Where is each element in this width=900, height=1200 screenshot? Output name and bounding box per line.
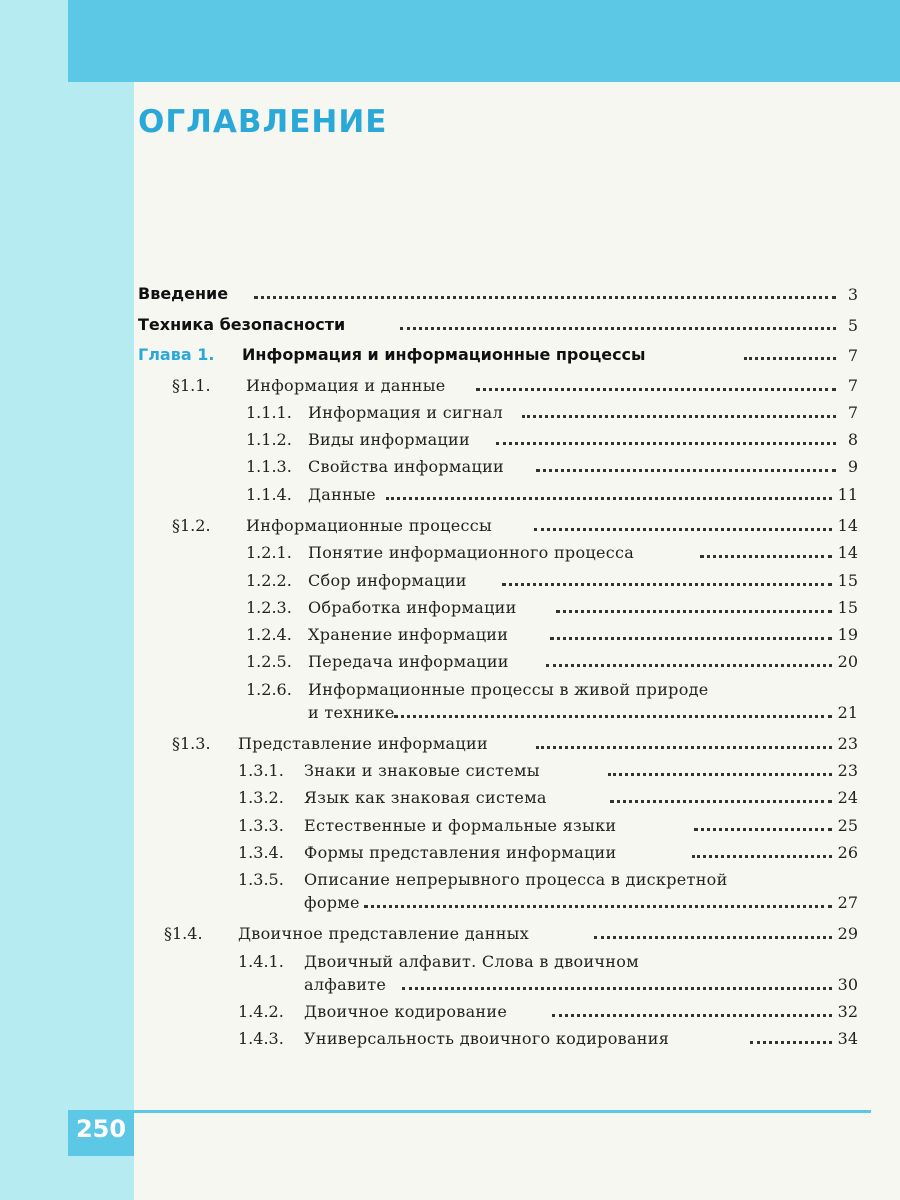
toc-entry-1-2-6[interactable] [138, 676, 858, 726]
toc-entry-title: Двоичное кодирование [304, 1001, 508, 1021]
dot-leader [594, 936, 832, 939]
toc-page-number: 5 [847, 315, 858, 335]
toc-entry-1-2-3[interactable] [138, 594, 858, 621]
page-number: 250 [75, 1115, 127, 1143]
subsection-number: 1.2.1. [246, 543, 292, 563]
dot-leader [400, 327, 836, 330]
toc-page-number: 14 [837, 515, 858, 535]
toc-entry-section-1-4[interactable] [138, 920, 858, 947]
toc-entry-title: Понятие информационного процесса [308, 543, 635, 563]
chapter-label: Глава 1. [138, 345, 215, 364]
dot-leader [552, 1014, 832, 1017]
dot-leader [394, 715, 832, 718]
toc-entry-title: Хранение информации [308, 625, 509, 645]
dot-leader [692, 855, 832, 858]
toc-page-number: 7 [847, 402, 858, 422]
toc-page-number: 24 [837, 788, 858, 808]
subsection-number: 1.4.2. [238, 1001, 284, 1021]
dot-leader [522, 415, 836, 418]
toc-entry-1-3-1[interactable] [138, 757, 858, 784]
dot-leader [502, 583, 832, 586]
toc-entry-section-1-1[interactable] [138, 372, 858, 399]
toc-entry-1-3-4[interactable] [138, 839, 858, 866]
toc-entry-title: Информация и данные [246, 375, 446, 395]
toc-page-number: 23 [837, 761, 858, 781]
left-margin-band [0, 0, 68, 1200]
section-number: §1.4. [164, 924, 203, 944]
subsection-number: 1.3.4. [238, 842, 284, 862]
toc-page-number: 23 [837, 733, 858, 753]
dot-leader [402, 987, 832, 990]
toc-entry-safety[interactable] [138, 311, 858, 342]
toc-entry-title: Данные [308, 484, 376, 504]
footer-divider [68, 1110, 871, 1113]
dot-leader [386, 497, 832, 500]
dot-leader [610, 800, 832, 803]
subsection-number: 1.3.3. [238, 815, 284, 835]
toc-entry-title-line-1: Описание непрерывного процесса в дискретной [304, 870, 728, 890]
toc-entry-section-1-3[interactable] [138, 730, 858, 757]
subsection-number: 1.2.5. [246, 652, 292, 672]
toc-entry-1-3-2[interactable] [138, 784, 858, 811]
subsection-number: 1.3.2. [238, 788, 284, 808]
subsection-number: 1.4.3. [238, 1028, 284, 1048]
toc-entry-title: Язык как знаковая система [304, 788, 547, 808]
toc-page-number: 19 [837, 625, 858, 645]
dot-leader [364, 905, 832, 908]
toc-entry-title: Введение [138, 284, 229, 303]
dot-leader [536, 746, 832, 749]
toc-entry-title-line-1: Информационные процессы в живой природе [308, 679, 709, 699]
toc-page-number: 25 [837, 815, 858, 835]
toc-entry-title-line-2: алфавите [304, 974, 387, 994]
toc-page-number: 30 [837, 974, 858, 994]
toc-page-number: 11 [837, 484, 858, 504]
dot-leader [546, 664, 832, 667]
toc-page-number: 7 [847, 346, 858, 365]
dot-leader [700, 555, 832, 558]
dot-leader [534, 528, 832, 531]
toc-entry-title: Сбор информации [308, 570, 467, 590]
toc-entry-1-1-1[interactable] [138, 399, 858, 426]
table-of-contents [138, 280, 858, 1052]
toc-page-number: 27 [837, 893, 858, 913]
toc-page-number: 3 [847, 285, 858, 304]
toc-entry-1-4-2[interactable] [138, 998, 858, 1025]
toc-entry-title: Обработка информации [308, 597, 517, 617]
subsection-number: 1.1.1. [246, 402, 292, 422]
toc-entry-title-line-2: и технике [308, 702, 395, 722]
toc-page-number: 20 [837, 652, 858, 672]
toc-entry-title: Знаки и знаковые системы [304, 761, 540, 781]
toc-page-number: 9 [847, 457, 858, 477]
subsection-number: 1.4.1. [238, 951, 284, 971]
toc-entry-title: Информация и сигнал [308, 402, 503, 422]
subsection-number: 1.1.4. [246, 484, 292, 504]
section-number: §1.3. [172, 733, 211, 753]
toc-entry-title: Передача информации [308, 652, 509, 672]
toc-page-number: 34 [837, 1028, 858, 1048]
section-number: §1.1. [172, 375, 211, 395]
toc-entry-1-2-4[interactable] [138, 621, 858, 648]
toc-entry-1-3-5[interactable] [138, 866, 858, 916]
toc-page-number: 15 [837, 597, 858, 617]
subsection-number: 1.3.5. [238, 870, 284, 890]
toc-entry-1-2-2[interactable] [138, 567, 858, 594]
toc-entry-section-1-2[interactable] [138, 512, 858, 539]
subsection-number: 1.2.6. [246, 679, 292, 699]
toc-page-number: 21 [837, 702, 858, 722]
dot-leader [556, 610, 832, 613]
dot-leader [536, 469, 836, 472]
toc-entry-1-2-5[interactable] [138, 648, 858, 675]
toc-entry-title: Виды информации [308, 430, 470, 450]
toc-entry-1-2-1[interactable] [138, 539, 858, 566]
dot-leader [550, 637, 832, 640]
toc-page-number: 29 [837, 924, 858, 944]
toc-entry-title-line-2: форме [304, 893, 360, 913]
subsection-number: 1.2.4. [246, 625, 292, 645]
dot-leader [694, 828, 832, 831]
page-number-box [68, 1110, 134, 1156]
toc-entry-title: Формы представления информации [304, 842, 617, 862]
toc-page-number: 14 [837, 543, 858, 563]
toc-entry-1-4-1[interactable] [138, 948, 858, 998]
toc-entry-1-4-3[interactable] [138, 1025, 858, 1052]
toc-entry-1-1-3[interactable] [138, 453, 858, 480]
toc-page-number: 8 [847, 430, 858, 450]
toc-entry-title: Информационные процессы [246, 515, 493, 535]
toc-entry-title: Представление информации [238, 733, 488, 753]
toc-entry-title: Двоичное представление данных [238, 924, 530, 944]
toc-entry-1-3-3[interactable] [138, 812, 858, 839]
toc-entry-1-1-4[interactable] [138, 481, 858, 508]
dot-leader [608, 773, 832, 776]
top-color-band [68, 0, 900, 82]
toc-entry-chapter-1[interactable] [138, 341, 858, 372]
toc-entry-title: Техника безопасности [138, 314, 346, 334]
toc-entry-1-1-2[interactable] [138, 426, 858, 453]
subsection-number: 1.2.2. [246, 570, 292, 590]
dot-leader [476, 388, 836, 391]
toc-page-number: 32 [837, 1001, 858, 1021]
subsection-number: 1.2.3. [246, 597, 292, 617]
dot-leader [744, 357, 836, 360]
subsection-number: 1.1.3. [246, 457, 292, 477]
dot-leader [750, 1041, 832, 1044]
toc-entry-title-line-1: Двоичный алфавит. Слова в двоичном [304, 951, 639, 971]
section-number: §1.2. [172, 515, 211, 535]
toc-entry-intro[interactable] [138, 280, 858, 311]
toc-page-number: 7 [847, 375, 858, 395]
dot-leader [254, 296, 836, 299]
toc-entry-title: Естественные и формальные языки [304, 815, 617, 835]
page-title: ОГЛАВЛЕНИЕ [138, 104, 388, 140]
toc-entry-title: Свойства информации [308, 457, 505, 477]
dot-leader [496, 442, 836, 445]
subsection-number: 1.1.2. [246, 430, 292, 450]
toc-page-number: 15 [837, 570, 858, 590]
toc-page-number: 26 [837, 842, 858, 862]
toc-entry-title: Универсальность двоичного кодирования [304, 1028, 670, 1048]
subsection-number: 1.3.1. [238, 761, 284, 781]
toc-entry-title: Информация и информационные процессы [242, 345, 646, 364]
